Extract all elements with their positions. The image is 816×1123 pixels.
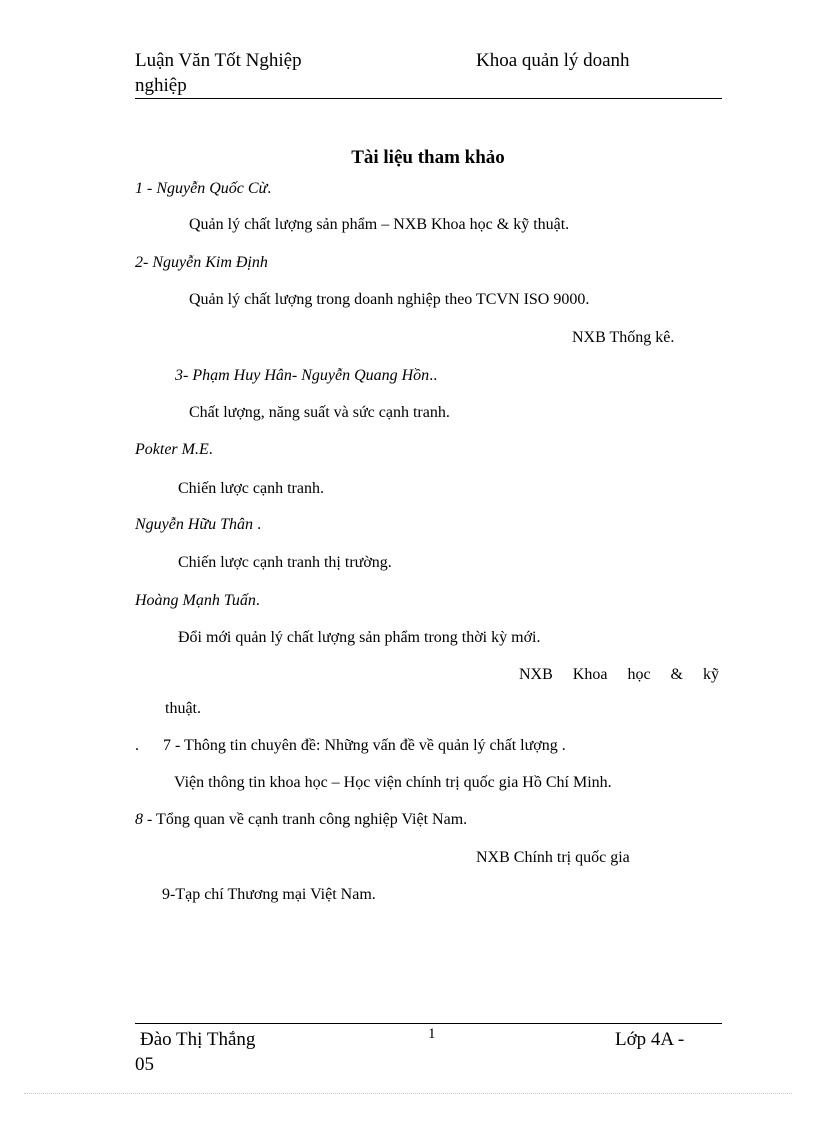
ref6-publisher-line — [519, 666, 719, 684]
footer-rule — [135, 1023, 722, 1024]
ref6-publisher-cont: thuật. — [165, 700, 201, 717]
page-title: Tài liệu tham khảo — [351, 147, 505, 168]
header-rule — [135, 98, 722, 99]
ref5-work: Chiến lược cạnh tranh thị trường. — [178, 554, 392, 571]
ref6-pub-word: kỹ — [703, 666, 719, 683]
ref8-number: 8 — [135, 811, 143, 828]
header-left-line1: Luận Văn Tốt Nghiệp — [135, 50, 302, 71]
ref1-author-line — [135, 180, 271, 198]
ref6-author: Hoàng Mạnh Tuấn — [135, 592, 256, 609]
ref8-publisher: NXB Chính trị quốc gia — [476, 849, 630, 866]
footer-left-line2: 05 — [135, 1054, 154, 1075]
ref6-work: Đổi mới quản lý chất lượng sản phẩm trong thời kỳ mới. — [178, 629, 541, 646]
ref6-pub-word: Khoa — [572, 666, 608, 683]
header-left-line2: nghiệp — [135, 75, 187, 96]
ref8-title: - Tổng quan về cạnh tranh công nghiệp Việt Nam. — [143, 811, 468, 828]
ref7-title: 7 - Thông tin chuyên đề: Những vấn đề về quản lý chất lượng . — [163, 737, 566, 754]
ref1-author: 1 - Nguyễn Quốc Cừ — [135, 180, 268, 197]
ref3-author: 3- Phạm Huy Hân- Nguyễn Quang Hồn — [175, 367, 430, 384]
ref2-work: Quản lý chất lượng trong doanh nghiệp theo TCVN ISO 9000. — [189, 291, 590, 308]
ref6-pub-word: NXB — [519, 666, 553, 683]
page-boundary-dotted-line — [24, 1093, 792, 1094]
ref2-author: 2- Nguyễn Kim Định — [135, 254, 268, 271]
ref5-author: Nguyễn Hữu Thân — [135, 516, 254, 533]
ref4-author-end: . — [208, 441, 213, 458]
ref6-author-line — [135, 592, 260, 610]
page-number: 1 — [428, 1026, 436, 1042]
ref6-pub-word: & — [670, 666, 683, 683]
ref8-title-line — [135, 811, 467, 829]
ref3-author-end: .. — [429, 367, 438, 384]
ref4-author: Pokter M.E — [135, 441, 209, 458]
ref7-bullet: . — [135, 737, 139, 754]
ref3-work: Chất lượng, năng suất và sức cạnh tranh. — [189, 404, 450, 421]
ref4-work: Chiến lược cạnh tranh. — [178, 480, 324, 497]
ref6-pub-word: học — [627, 666, 651, 683]
ref4-author-line — [135, 441, 213, 459]
footer-right: Lớp 4A - — [615, 1029, 685, 1050]
footer-left-line1: Đào Thị Thắng — [140, 1029, 256, 1050]
ref5-author-line — [135, 516, 261, 534]
header-right: Khoa quản lý doanh — [476, 50, 630, 71]
ref2-publisher: NXB Thống kê. — [572, 329, 675, 346]
ref1-work: Quản lý chất lượng sản phẩm – NXB Khoa học & kỹ thuật. — [189, 216, 570, 233]
ref5-author-end: . — [253, 516, 262, 533]
ref7-publisher: Viện thông tin khoa học – Học viện chính trị quốc gia Hồ Chí Minh. — [174, 774, 612, 791]
ref9-title: 9-Tạp chí Thương mại Việt Nam. — [162, 886, 376, 903]
ref3-author-line — [175, 367, 437, 385]
ref6-author-end: . — [255, 592, 260, 609]
ref1-author-end: . — [267, 180, 272, 197]
